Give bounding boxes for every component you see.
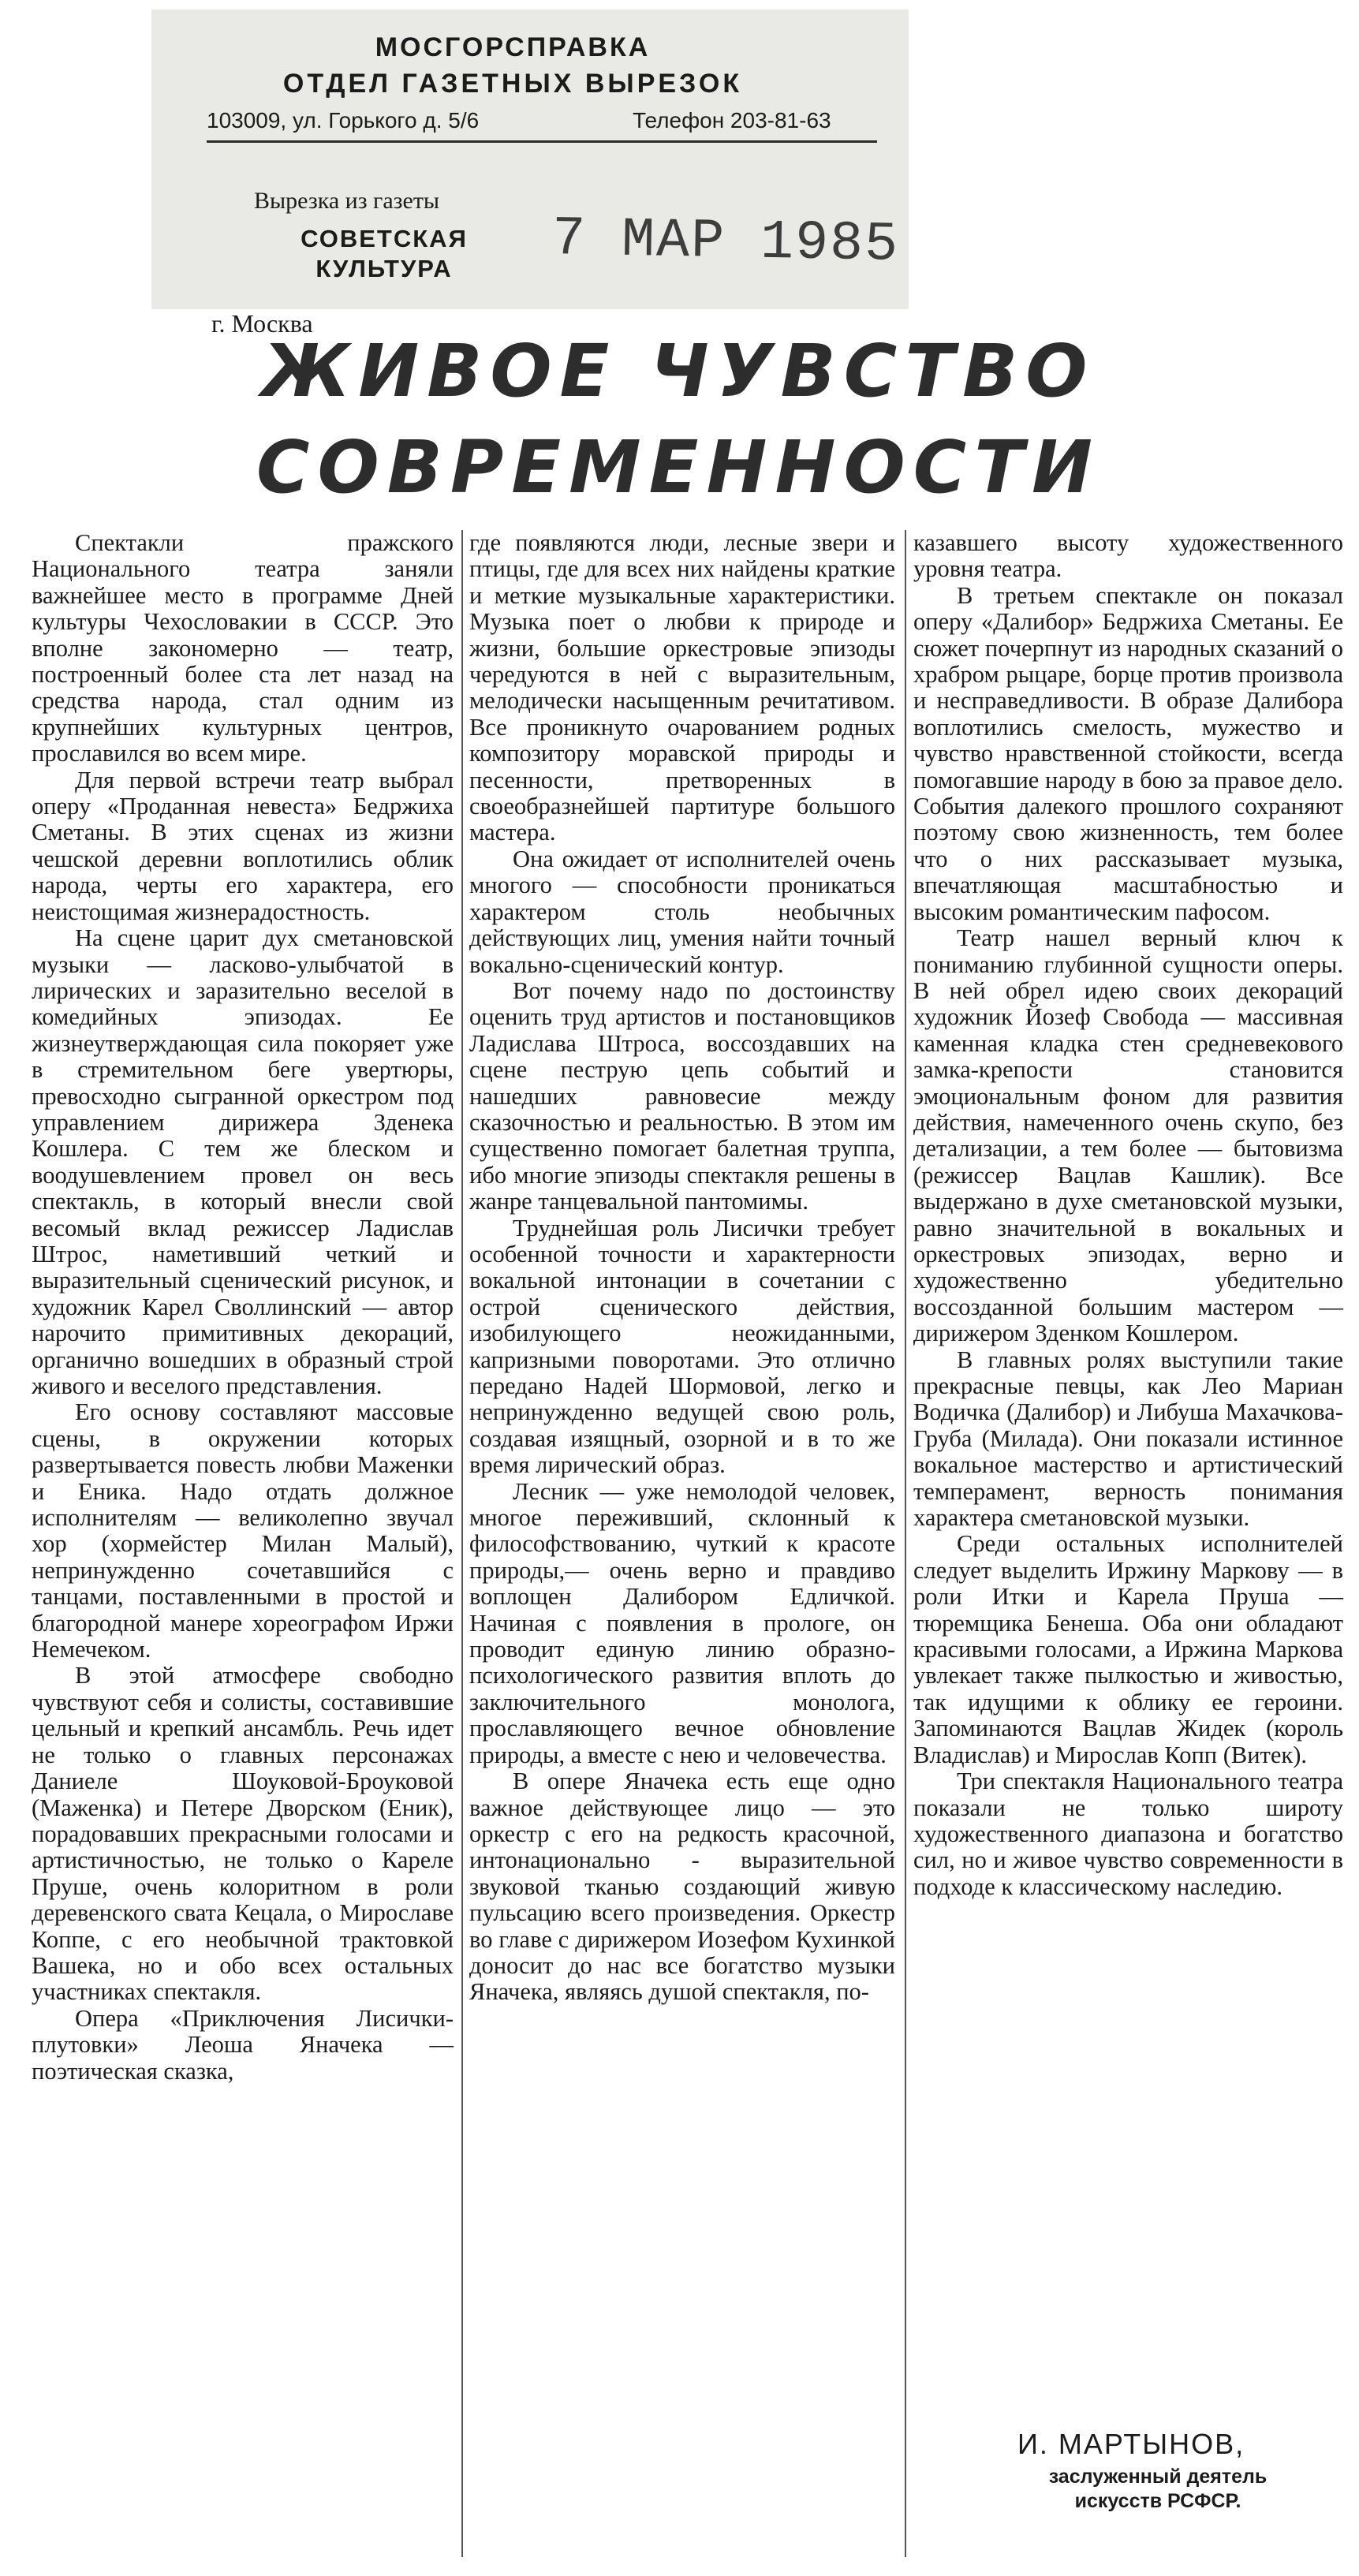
article-paragraph: Лесник — уже немолодой человек, многое переживший, склонный к философствованию, чуткий к красоте природы,— очень верно и правдиво воплощен Далибором Едличкой. Начиная с появления в прологе, он проводит единую линию образно-психологического развития вплоть до заключительного монолога, прославляющего вечное обновление природы, а вместе с нею и человечества. xyxy=(469,1477,895,1768)
article-paragraph: Три спектакля Национального театра показали не только широту художественного диапазона и богатство сил, но и живое чувство современности в подходе к классическому наследию. xyxy=(913,1768,1343,1900)
article-paragraph: Вот почему надо по достоинству оценить труд артистов и постановщиков Ладислава Штроса, воссоздавших на сцене пеструю цепь событий и нашедших равновесие между сказочностью и реальностью. В этом им существенно помогает балетная труппа, ибо многие эпизоды спектакля решены в жанре танцевальной пантомимы. xyxy=(469,976,895,1215)
headline xyxy=(177,323,1179,516)
headline-line-1: ЖИВОЕ ЧУВСТВО xyxy=(261,329,1096,413)
article-paragraph: Опера «Приключения Лисички-плутовки» Леоша Яначека — поэтическая сказка, xyxy=(32,2004,454,2085)
phone: Телефон 203-81-63 xyxy=(633,108,831,133)
article-paragraph: На сцене царит дух сметановской музыки — ласково-улыбчатой в лирических и заразительно веселой в комедийных эпизодах. Ее жизнеутверждающая сила покоряет уже в стремительном беге увертюры, превосходно сыгранной оркестром под управлением дирижера Зденека Кошлера. С тем же блеском и воодушевлением провел он весь спектакль, в который внесли свой весомый вклад режиссер Ладислав Штрос, наметивший четкий и выразительный сценический рисунок, и художник Карел Своллинский — автор нарочито примитивных декораций, органично вошедших в образный строй живого и веселого представления. xyxy=(32,924,454,1399)
address: 103009, ул. Горького д. 5/6 xyxy=(207,108,480,133)
article-paragraph: казавшего высоту художественного уровня театра. xyxy=(913,529,1343,583)
article-paragraph: Спектакли пражского Национального театра заняли важнейшее место в программе Дней культуры Чехословакии в СССР. Это вполне закономерно — театр, построенный более ста лет назад на средства народа, стал одним из крупнейших культурных центров, прославился во всем мире. xyxy=(32,529,454,767)
article-paragraph: Его основу составляют массовые сцены, в окружении которых развертывается повесть любви Маженки и Еника. Надо отдать должное исполнителям — великолепно звучал хор (хормейстер Милан Малый), непринужденно сочетавшийся с танцами, поставленными в простой и благородной манере хореографом Иржи Немечеком. xyxy=(32,1398,454,1663)
author-name: И. МАРТЫНОВ, xyxy=(1017,2428,1245,2460)
article-paragraph: Театр нашел верный ключ к пониманию глубинной сущности оперы. В ней обрел идею своих декораций художник Йозеф Свобода — массивная каменная кладка стен средневекового замка-крепости становится эмоциональным фоном для развития действия, намеченного очень скупо, без детализации, а тем более — бытовизма (режиссер Вацлав Кашлик). Все выдержано в духе сметановской музыки, равно значительной в вокальных и оркестровых эпизодах, верно и художественно убедительно воссозданной большим мастером — дирижером Зденком Кошлером. xyxy=(913,924,1343,1347)
address-line xyxy=(207,106,885,135)
author-title: заслуженный деятель искусств РСФСР. xyxy=(1048,2466,1268,2512)
department-name: ОТДЕЛ ГАЗЕТНЫХ ВЫРЕЗОК xyxy=(282,69,743,99)
slip-divider xyxy=(207,140,877,143)
article-paragraph: В этой атмосфере свободно чувствуют себя и солисты, составившие цельный и крепкий ансамбль. Речь идет не только о главных персонажах Даниеле Шоуковой-Броуковой (Маженка) и Петере Дворском (Еник), порадовавших прекрасными голосами и артистичностью, не только о Кареле Пруше, очень колоритном в роли деревенского свата Кецала, о Мирославе Коппе, с его необычной трактовкой Вашека, но и обо всех остальных участниках спектакля. xyxy=(32,1662,454,2006)
headline-line-2: СОВРЕМЕННОСТИ xyxy=(256,425,1100,510)
article-column-1 xyxy=(32,530,454,2573)
article-paragraph: В опере Яначека есть еще одно важное действующее лицо — это оркестр с его на редкость красочной, интонационально - выразительной звуковой тканью создающий живую пульсацию всего произведения. Оркестр во главе с дирижером Иозефом Кухинкой доносит до нас все богатство музыки Яначека, являясь душой спектакля, по- xyxy=(469,1768,895,2006)
bureau-name: МОСГОРСПРАВКА xyxy=(375,32,651,62)
article-paragraph: Она ожидает от исполнителей очень многого — способности проникаться характером столь необычных действующих лиц, умения найти точный вокально-сценический контур. xyxy=(469,845,895,978)
column-divider xyxy=(905,530,906,2557)
clipping-label: Вырезка из газеты xyxy=(254,188,440,214)
article-column-3 xyxy=(913,530,1343,2573)
article-paragraph: где появляются люди, лесные звери и птицы, где для всех них найдены краткие и меткие музыкальные характеристики. Музыка поет о любви к природе и жизни, большие оркестровые эпизоды чередуются в ней с выразительным, мелодически насыщенным речитативом. Все проникнуто очарованием родных композитору моравской природы и песенности, претворенных в своеобразнейшей партитуре большого мастера. xyxy=(469,529,895,846)
newspaper-name: СОВЕТСКАЯ КУЛЬТУРА xyxy=(301,225,468,282)
column-divider xyxy=(461,530,463,2557)
article-paragraph: В третьем спектакле он показал оперу «Далибор» Бедржиха Сметаны. Ее сюжет почерпнут из народных сказаний о храбром рыцаре, борце против произвола и несправедливости. В образе Далибора воплотились смелость, мужество и чувство нравственной стойкости, всегда помогавшие народу в бою за правое дело. События далекого прошлого сохраняют поэтому свою жизненность, тем более что о них рассказывает музыка, впечатляющая масштабностью и высоким романтическим пафосом. xyxy=(913,581,1343,925)
date-stamp: 7 МАР 1985 xyxy=(551,208,900,277)
article-paragraph: Для первой встречи театр выбрал оперу «Проданная невеста» Бедржиха Сметаны. В этих сценах из жизни чешской деревни воплотились облик народа, черты его характера, его неистощимая жизнерадостность. xyxy=(32,766,454,925)
article-column-2 xyxy=(469,530,895,2573)
article-paragraph: В главных ролях выступили такие прекрасные певцы, как Лео Мариан Водичка (Далибор) и Либуша Махачкова-Груба (Милада). Они показали истинное вокальное мастерство и артистический темперамент, верность понимания характера сметановской музыки. xyxy=(913,1346,1343,1532)
city-label: г. Москва xyxy=(211,309,313,338)
article-paragraph: Среди остальных исполнителей следует выделить Иржину Маркову — в роли Итки и Карела Пруша — тюремщика Бенеша. Оба они обладают красивыми голосами, а Иржина Маркова увлекает также пылкостью и живостью, так идущими к облику ее героини. Запоминаются Вацлав Жидек (король Владислав) и Мирослав Копп (Витек). xyxy=(913,1530,1343,1768)
article-paragraph: Труднейшая роль Лисички требует особенной точности и характерности вокальной интонации в сочетании с острой сценического действия, изобилующего неожиданными, капризными поворотами. Это отлично передано Надей Шормовой, легко и непринужденно ведущей свою роль, создавая изящный, озорной и в то же время лирический образ. xyxy=(469,1214,895,1479)
